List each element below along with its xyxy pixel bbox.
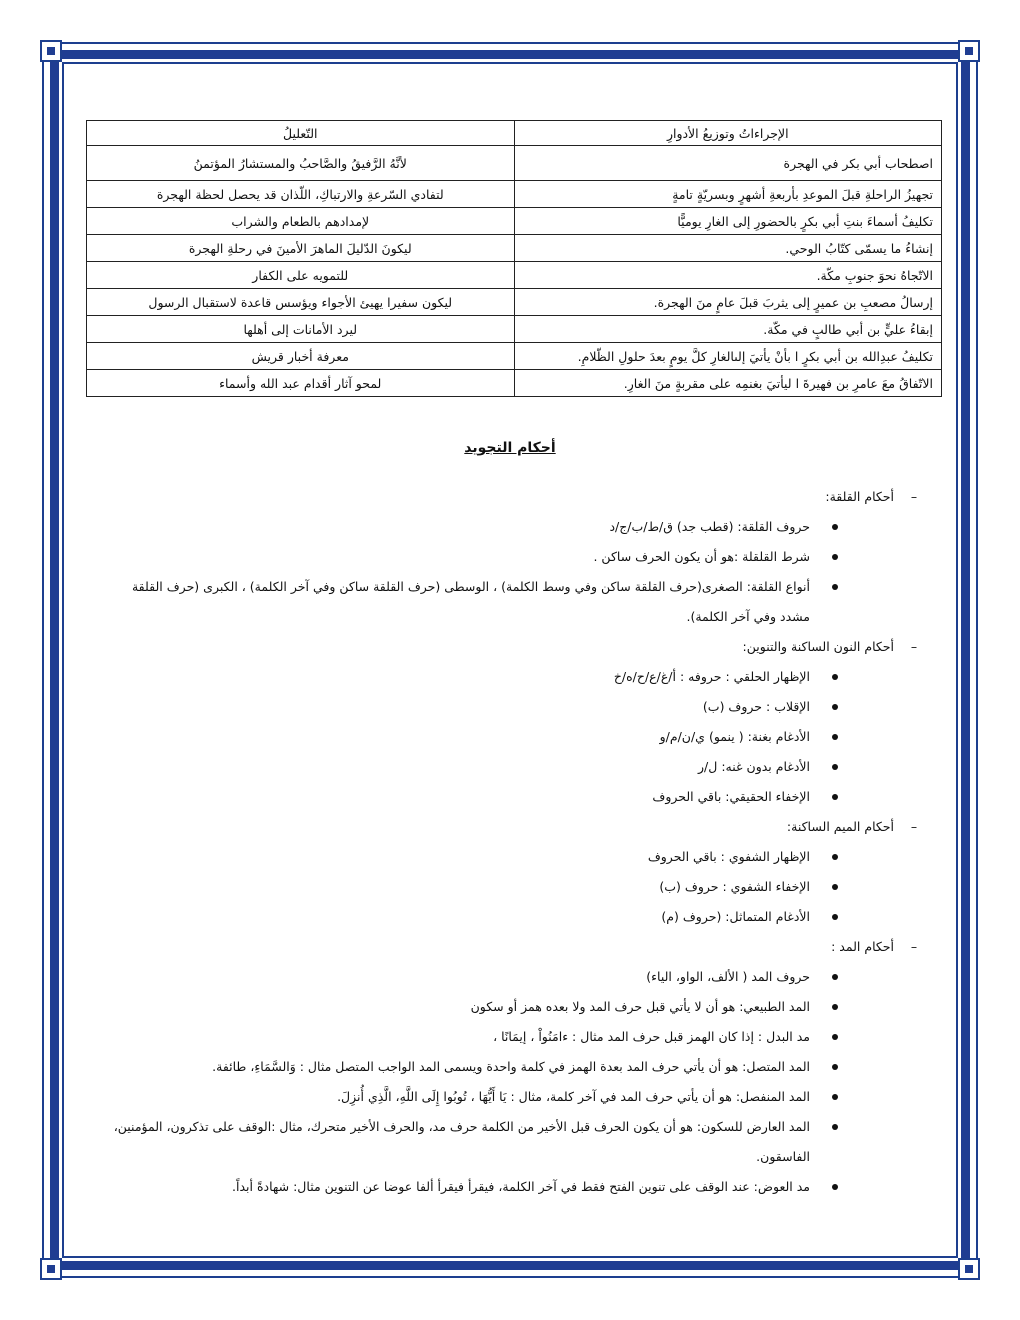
list-item [100,782,840,812]
tajweed-rules [100,482,920,1202]
rule-list [100,662,920,812]
list-item-text: مد البدل : إذا كان الهمز قبل حرف المد مثال : ءامَنُواْ ، إيمَانًا ، [493,1029,810,1044]
list-item-text: المد الطبيعي: هو أن لا يأتي قبل حرف المد ولا بعده همز أو سكون [470,999,810,1014]
cell-action: إنشاءُ ما يسمّى كتّابُ الوحي. [514,235,942,262]
bullet-icon [832,1004,838,1010]
list-item-text: المد المتصل: هو أن يأتي حرف المد بعدة الهمز في كلمة واحدة ويسمى المد الواجب المتصل مثال : وَالسَّمَاءِ، طائفة. [212,1059,810,1074]
table-header-row [87,121,942,146]
bullet-icon [832,1034,838,1040]
rule-list [100,842,920,932]
bullet-icon [832,1094,838,1100]
section-title [0,440,1020,456]
bullet-icon [832,794,838,800]
list-item [100,752,840,782]
list-item [100,872,840,902]
list-item [100,1052,840,1082]
bullet-icon [832,1184,838,1190]
cell-reason: لأنَّهُ الرَّفيقُ والصَّاحبُ والمستشارُ المؤتمنُ [87,146,515,181]
corner-ornament [40,1258,62,1280]
cell-action: تجهيزُ الراحلةِ قبلَ الموعدِ بأربعةِ أشهرٍ وبسريّةٍ تامةٍ [514,181,942,208]
corner-ornament [958,1258,980,1280]
dash-bullet-icon: – [910,819,918,834]
group-heading-text: أحكام القلقة: [825,489,894,504]
list-item-text: الإخفاء الشفوي : حروف (ب) [659,879,810,894]
bullet-icon [832,1124,838,1130]
bullet-icon [832,674,838,680]
table-body [87,146,942,397]
dash-bullet-icon: – [910,489,918,504]
table-row [87,289,942,316]
table-row [87,262,942,289]
list-item-text: حروف القلقة: (قطب جد) ق/ط/ب/ج/د [609,519,810,534]
list-item-text: الإظهار الحلقي : حروفه : أ/غ/ع/ح/ه/خ [613,669,810,684]
list-item-text: الأدغام بدون غنه: ل/ر [698,759,810,774]
header-reason: التّعليلُ [87,121,515,146]
list-item-text: حروف المد ( الألف، الواو، الياء) [646,969,810,984]
header-action: الإجراءاتُ وتوزيعُ الأدوارِ [514,121,942,146]
cell-reason: ليكونَ الدّليلَ الماهرَ الأمينَ في رحلةِ الهجرة [87,235,515,262]
bullet-icon [832,584,838,590]
list-item [100,1112,840,1172]
cell-action: إرسالُ مصعبِ بن عميرٍ إلى يثربَ قبلَ عامٍ منَ الهجرة. [514,289,942,316]
bullet-icon [832,734,838,740]
list-item-text: المد المنفصل: هو أن يأتي حرف المد في آخر كلمة، مثال : يَا أَيُّهَا ، تُوبُوا إِلَى اللَّهِ، الَّذِي أُنزِلَ. [337,1089,810,1104]
list-item-text: الأدغام المتماثل: (حروف (م) [661,909,810,924]
cell-action: تكليفُ عبدِالله بن أبي بكرٍ ا بأنْ يأتيَ إلىالغارِ كلَّ يومٍ بعدَ حلولِ الظّلامِ. [514,343,942,370]
bullet-icon [832,524,838,530]
cell-reason: للتمويه على الكفار [87,262,515,289]
hijra-roles-table [86,120,942,397]
cell-reason: لتفادي السّرعةِ والارتباكِ، اللّذان قد يحصل لحظة الهجرة [87,181,515,208]
group-heading-text: أحكام النون الساكنة والتنوين: [742,639,894,654]
cell-reason: لإمدادهم بالطعام والشراب [87,208,515,235]
group-heading [100,632,920,662]
list-item [100,842,840,872]
group-heading-text: أحكام الميم الساكنة: [786,819,894,834]
list-item [100,902,840,932]
corner-ornament [40,40,62,62]
list-item [100,512,840,542]
cell-reason: لمحو آثار أقدام عبد الله وأسماء [87,370,515,397]
bullet-icon [832,884,838,890]
list-item [100,572,840,632]
list-item [100,992,840,1022]
cell-reason: ليرد الأمانات إلى أهلها [87,316,515,343]
dash-bullet-icon: – [910,939,918,954]
bullet-icon [832,854,838,860]
list-item-text: شرط القلقلة :هو أن يكون الحرف ساكن . [593,549,810,564]
cell-action: اصطحاب أبي بكر في الهجرة [514,146,942,181]
cell-action: الاتّجاهُ نحوَ جنوبِ مكّة. [514,262,942,289]
group-heading [100,482,920,512]
table-row [87,316,942,343]
rule-list [100,512,920,632]
group-heading-text: أحكام المد : [831,939,894,954]
list-item [100,962,840,992]
table-row [87,208,942,235]
list-item [100,1082,840,1112]
table-row [87,235,942,262]
corner-ornament [958,40,980,62]
bullet-icon [832,704,838,710]
rule-list [100,962,920,1202]
list-item-text: الإظهار الشفوي : باقي الحروف [647,849,810,864]
bullet-icon [832,974,838,980]
list-item-text: المد العارض للسكون: هو أن يكون الحرف قبل الأخير من الكلمة حرف مد، والحرف الأخير متحرك، مثال :الوقف على تذكرون، المؤمنين، الفاسقون. [113,1119,810,1164]
section-title-text: أحكام التجويد [464,440,556,456]
bullet-icon [832,914,838,920]
table-row [87,370,942,397]
list-item-text: أنواع القلقة: الصغرى(حرف القلقة ساكن وفي وسط الكلمة) ، الوسطى (حرف القلقة ساكن وفي آخر الكلمة) ، الكبرى (حرف القلقة مشدد وفي آخر الكلمة). [131,579,810,624]
table-row [87,343,942,370]
list-item [100,1172,840,1202]
bullet-icon [832,1064,838,1070]
table-row [87,146,942,181]
cell-action: الاتّفاقُ معَ عامرِ بن فهيرةَ ا ليأتيَ بغنمِه على مقربةٍ منَ الغارِ. [514,370,942,397]
list-item [100,722,840,752]
list-item-text: الإخفاء الحقيقي: باقي الحروف [652,789,810,804]
dash-bullet-icon: – [910,639,918,654]
list-item-text: مد العوض: عند الوقف على تنوين الفتح فقط في آخر الكلمة، فيقرأ فيقرأ ألفا عوضا عن التنوين مثال: شهادةً أبداً. [232,1179,810,1194]
group-heading [100,932,920,962]
list-item [100,662,840,692]
list-item [100,1022,840,1052]
list-item [100,692,840,722]
table-row [87,181,942,208]
cell-reason: معرفة أخبار قريش [87,343,515,370]
cell-action: تكليفُ أسماءَ بنتِ أبي بكرٍ بالحضورِ إلى الغارِ يوميًّا [514,208,942,235]
list-item [100,542,840,572]
bullet-icon [832,554,838,560]
list-item-text: الأدغام بغنة: ( ينمو) ي/ن/م/و [659,729,810,744]
list-item-text: الإقلاب : حروف (ب) [702,699,810,714]
cell-reason: ليكون سفيرا يهيئ الأجواء ويؤسس قاعدة لاستقبال الرسول [87,289,515,316]
bullet-icon [832,764,838,770]
cell-action: إبقاءُ عليٍّ بن أبي طالبٍ في مكّة. [514,316,942,343]
group-heading [100,812,920,842]
